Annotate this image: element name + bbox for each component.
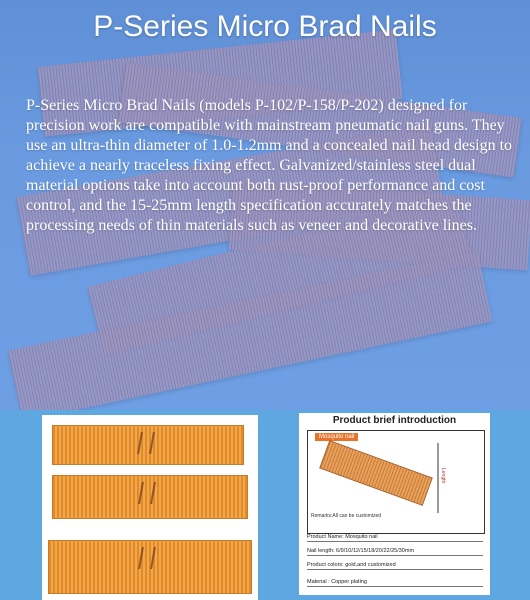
spec-product-colors: Product colors: gold,and customized	[307, 562, 483, 570]
strip-mark	[138, 547, 156, 569]
product-description: P-Series Micro Brad Nails (models P-102/P-158/P-202) designed for precision work are compatible with mainstream pneumatic nail guns. They use an ultra-thin diameter of 1.0-1.2mm and a concealed nail head design to achieve a nearly traceless fixing effect. Galvanized/stainless steel dual material options take into account both rust-proof performance and cost control, and the 15-25mm length specification accurately matches the processing needs of thin materials such as veneer and decorative lines.	[26, 97, 513, 234]
length-mark: Length	[440, 468, 446, 484]
brief-title: Product brief introduction	[332, 415, 457, 426]
product-tag: Mosquito nail	[315, 433, 358, 441]
strip-mark	[137, 432, 155, 454]
product-photos	[42, 415, 258, 600]
nail-strip-photo	[48, 540, 252, 594]
nail-strip-photo	[52, 475, 248, 519]
spec-product-name: Product Name: Mosquito nail	[307, 534, 483, 542]
length-indicator	[437, 443, 439, 513]
brief-remark: Remarks:All can be customized	[311, 513, 382, 519]
strip-mark	[138, 482, 156, 504]
product-brief-card	[299, 413, 490, 595]
page-title: P-Series Micro Brad Nails	[93, 10, 437, 43]
spec-material: Material : Copper plating	[307, 579, 483, 587]
nail-strip-photo	[52, 425, 244, 465]
spec-nail-length: Nail length: 6/9/10/12/15/18/20/22/25/30mm	[307, 548, 483, 556]
